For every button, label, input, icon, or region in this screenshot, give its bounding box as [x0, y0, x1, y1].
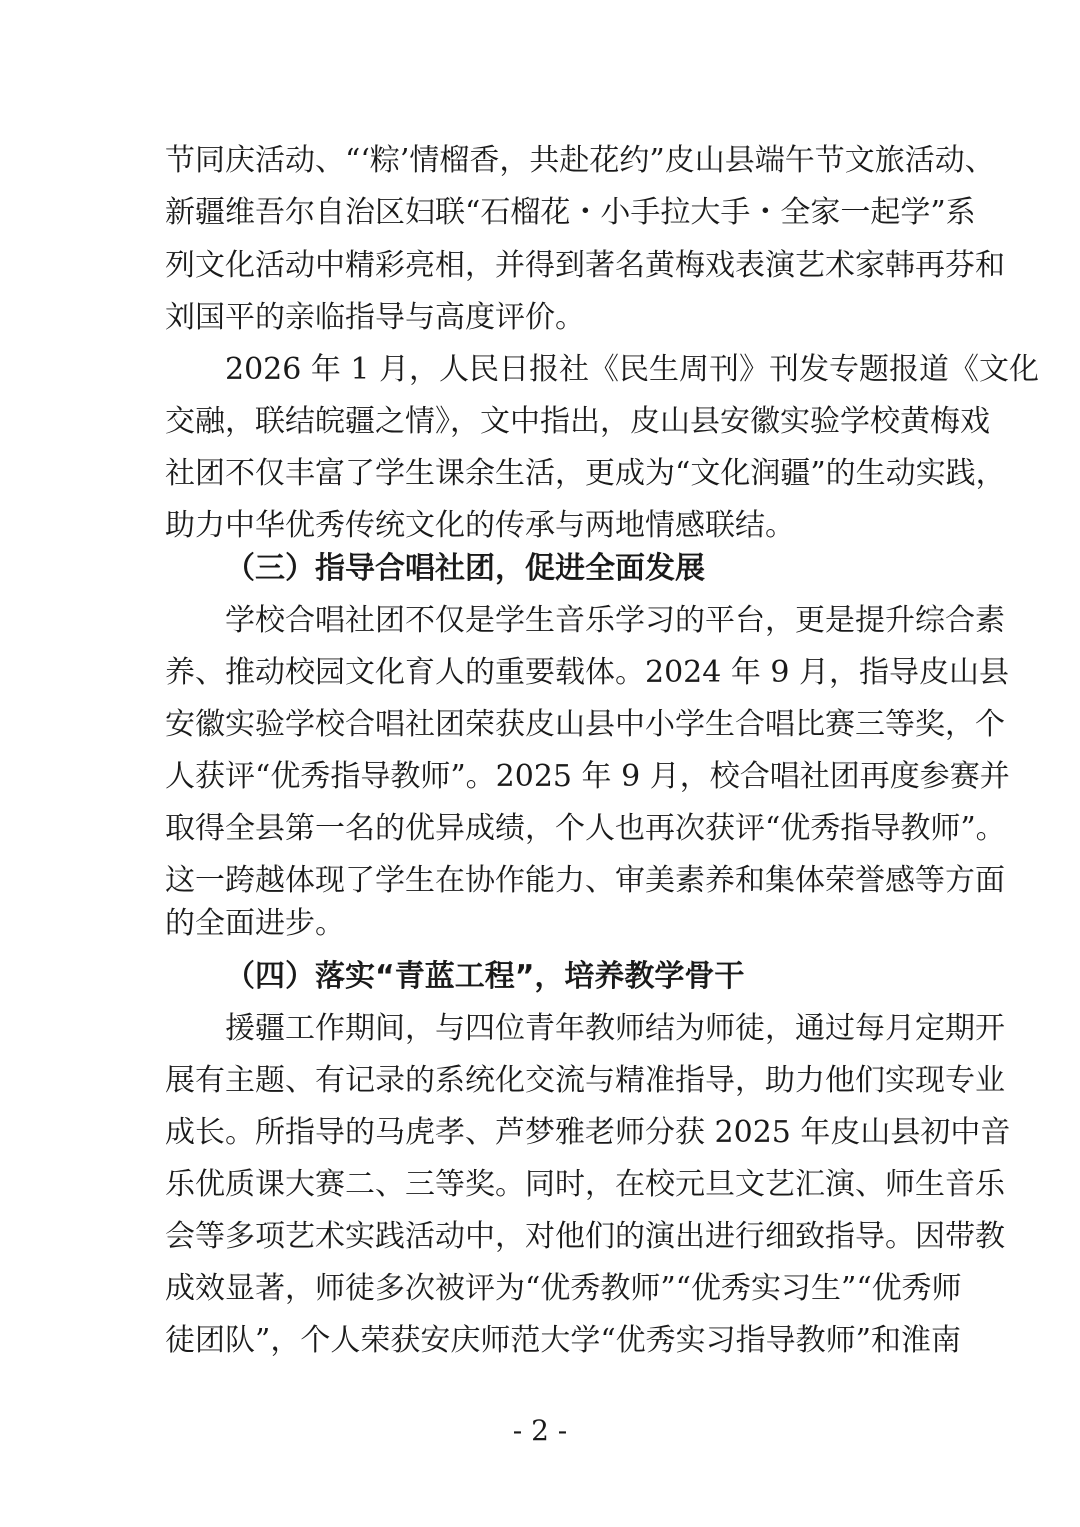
page-number: - 2 -: [512, 1414, 568, 1447]
body-text-line: 列文化活动中精彩亮相，并得到著名黄梅戏表演艺术家韩再芬和: [165, 248, 1005, 283]
body-text-line: 交融，联结皖疆之情》，文中指出，皮山县安徽实验学校黄梅戏: [165, 404, 990, 439]
body-text-line: 养、推动校园文化育人的重要载体。2024 年 9 月，指导皮山县: [165, 655, 1010, 690]
body-text-line: 取得全县第一名的优异成绩，个人也再次获评“优秀指导教师”。: [165, 811, 1006, 846]
body-text-line: 学校合唱社团不仅是学生音乐学习的平台，更是提升综合素: [225, 603, 1005, 638]
body-text-line: 成效显著，师徒多次被评为“优秀教师”“优秀实习生”“优秀师: [165, 1271, 962, 1306]
body-text-line: 援疆工作期间，与四位青年教师结为师徒，通过每月定期开: [225, 1011, 1005, 1046]
body-text-line: 这一跨越体现了学生在协作能力、审美素养和集体荣誉感等方面: [165, 863, 1005, 898]
body-text-line: 会等多项艺术实践活动中，对他们的演出进行细致指导。因带教: [165, 1219, 1005, 1254]
body-text-line: 新疆维吾尔自治区妇联“石榴花・小手拉大手・全家一起学”系: [165, 195, 976, 230]
body-text-line: 人获评“优秀指导教师”。2025 年 9 月，校合唱社团再度参赛并: [165, 759, 1010, 794]
body-text-line: 助力中华优秀传统文化的传承与两地情感联结。: [165, 508, 795, 543]
body-text-line: 徒团队”，个人荣获安庆师范大学“优秀实习指导教师”和淮南: [165, 1323, 962, 1358]
body-text-line: 社团不仅丰富了学生课余生活，更成为“文化润疆”的生动实践，: [165, 456, 1006, 491]
body-text-line: 成长。所指导的马虎孝、芦梦雅老师分获 2025 年皮山县初中音: [165, 1115, 1011, 1150]
section-heading: （三）指导合唱社团，促进全面发展: [225, 551, 705, 586]
body-text-line: 节同庆活动、“‘粽’情榴香，共赴花约”皮山县端午节文旅活动、: [165, 143, 995, 178]
body-text-line: 乐优质课大赛二、三等奖。同时，在校元旦文艺汇演、师生音乐: [165, 1167, 1005, 1202]
body-text-line: 展有主题、有记录的系统化交流与精准指导，助力他们实现专业: [165, 1063, 1005, 1098]
body-text-line: 安徽实验学校合唱社团荣获皮山县中小学生合唱比赛三等奖，个: [165, 707, 1005, 742]
body-text-line: 2026 年 1 月，人民日报社《民生周刊》刊发专题报道《文化: [225, 352, 1040, 387]
section-heading: （四）落实“青蓝工程”，培养教学骨干: [225, 959, 745, 994]
body-text-line: 刘国平的亲临指导与高度评价。: [165, 300, 585, 335]
body-text-line: 的全面进步。: [165, 906, 345, 941]
